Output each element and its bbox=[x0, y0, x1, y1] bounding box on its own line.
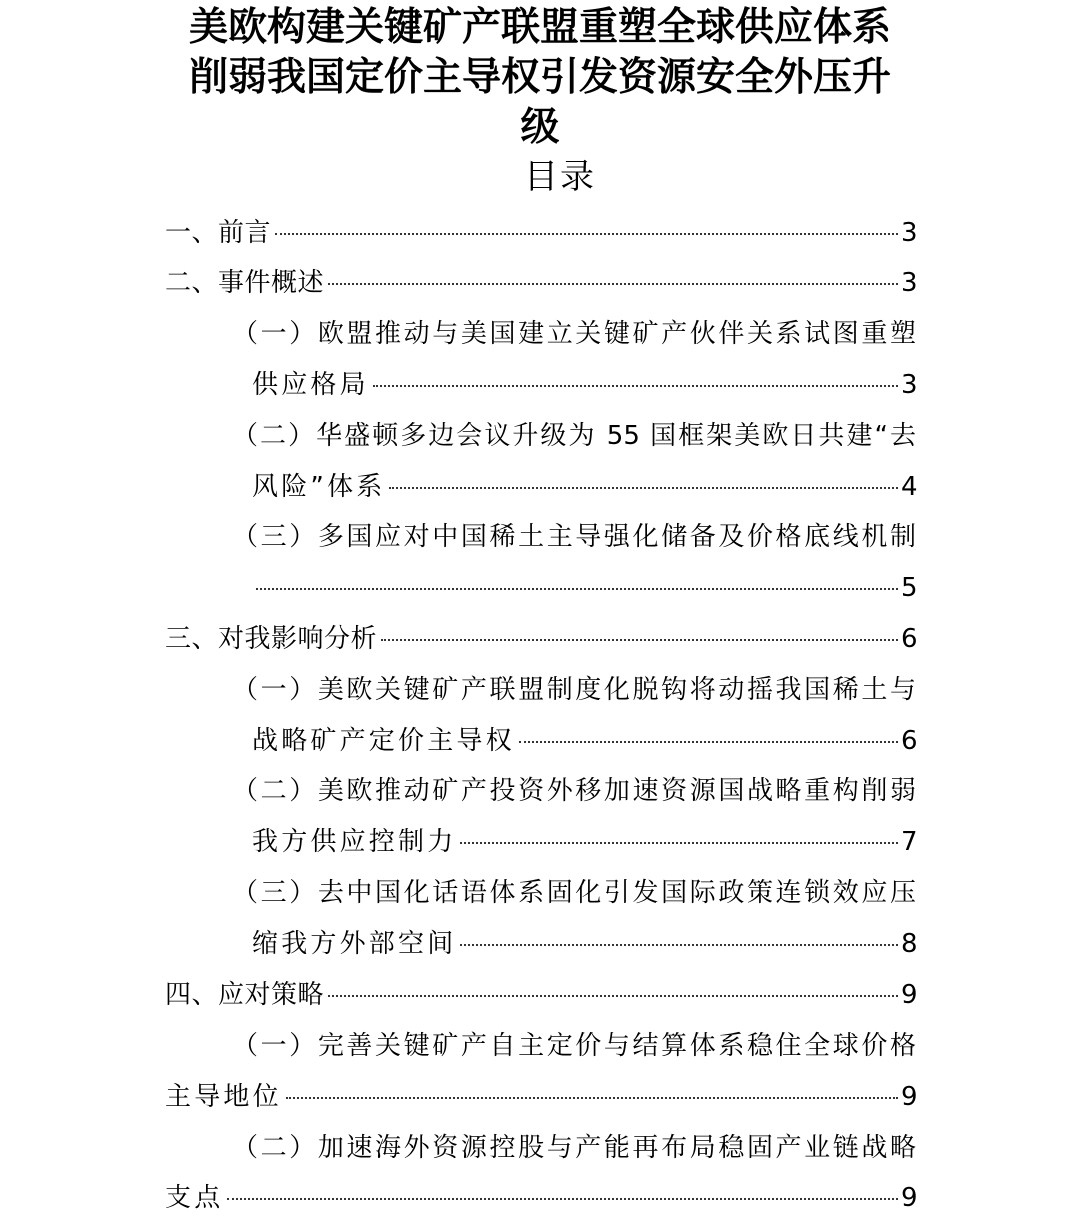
toc-entry-page: 6 bbox=[901, 726, 918, 756]
toc-entry-label-cont: 战略矿产定价主导权 bbox=[252, 726, 515, 756]
toc-entry-foreword[interactable] bbox=[165, 216, 917, 250]
toc-entry-3-2-line2[interactable] bbox=[252, 825, 917, 859]
toc-entry-label-cont: 缩我方外部空间 bbox=[252, 929, 457, 959]
toc-entry-label: （二）美欧推动矿产投资外移加速资源国战略重构削弱 bbox=[232, 776, 916, 806]
toc-entry-label: 二、事件概述 bbox=[165, 268, 325, 298]
toc-entry-page: 3 bbox=[901, 218, 918, 248]
dot-leader bbox=[373, 385, 898, 387]
toc-entry-2-1-line2[interactable] bbox=[252, 368, 917, 402]
dot-leader bbox=[460, 842, 898, 844]
toc-entry-label: （三）多国应对中国稀土主导强化储备及价格底线机制 bbox=[232, 522, 916, 552]
toc-entry-4-1-line1[interactable] bbox=[232, 1029, 916, 1063]
title-line-2: 削弱我国定价主导权引发资源安全外压升 bbox=[188, 54, 891, 100]
toc-entry-page: 6 bbox=[901, 624, 918, 654]
toc-entry-2-3-line2[interactable] bbox=[252, 571, 917, 605]
toc-entry-countermeasures[interactable] bbox=[165, 978, 917, 1012]
dot-leader bbox=[328, 995, 898, 997]
toc-entry-2-3-line1[interactable] bbox=[232, 520, 916, 554]
toc-entry-3-3-line1[interactable] bbox=[232, 876, 916, 910]
toc-entry-4-1-line2[interactable] bbox=[165, 1080, 917, 1114]
toc-entry-label-cont: 我方供应控制力 bbox=[252, 827, 457, 857]
toc-entry-page: 9 bbox=[901, 1183, 918, 1213]
dot-leader bbox=[328, 283, 898, 285]
title-line-1: 美欧构建关键矿产联盟重塑全球供应体系 bbox=[188, 4, 891, 50]
toc-entry-page: 8 bbox=[901, 929, 918, 959]
toc-entry-2-1-line1[interactable] bbox=[232, 317, 916, 351]
toc-entry-page: 5 bbox=[901, 573, 918, 603]
toc-entry-label: （二）华盛顿多边会议升级为 55 国框架美欧日共建“去 bbox=[232, 421, 916, 451]
toc-entry-page: 9 bbox=[901, 980, 918, 1010]
toc-entry-page: 9 bbox=[901, 1082, 918, 1112]
toc-entry-page: 4 bbox=[901, 472, 918, 502]
dot-leader bbox=[381, 639, 898, 641]
toc-entry-label: （一）美欧关键矿产联盟制度化脱钩将动摇我国稀土与 bbox=[232, 675, 916, 705]
dot-leader bbox=[519, 741, 898, 743]
toc-entry-label: 三、对我影响分析 bbox=[165, 624, 378, 654]
dot-leader bbox=[275, 233, 898, 235]
toc-entry-label-cont: 供应格局 bbox=[252, 370, 369, 400]
dot-leader bbox=[389, 487, 898, 489]
toc-entry-label: 四、应对策略 bbox=[165, 980, 325, 1010]
toc-entry-3-3-line2[interactable] bbox=[252, 927, 917, 961]
toc-entry-page: 3 bbox=[901, 268, 918, 298]
toc-entry-4-2-line1[interactable] bbox=[232, 1131, 916, 1165]
toc-entry-event-overview[interactable] bbox=[165, 266, 917, 300]
toc-entry-label-cont: 风险”体系 bbox=[252, 472, 386, 502]
toc-entry-label: （一）完善关键矿产自主定价与结算体系稳住全球价格 bbox=[232, 1031, 916, 1061]
toc-entry-page: 7 bbox=[901, 827, 918, 857]
toc-entry-2-2-line2[interactable] bbox=[252, 470, 917, 504]
toc-entry-label: （三）去中国化话语体系固化引发国际政策连锁效应压 bbox=[232, 878, 916, 908]
dot-leader bbox=[460, 944, 898, 946]
toc-entry-label: （二）加速海外资源控股与产能再布局稳固产业链战略 bbox=[232, 1133, 916, 1163]
toc-entry-3-1-line2[interactable] bbox=[252, 724, 917, 758]
toc-entry-label: （一）欧盟推动与美国建立关键矿产伙伴关系试图重塑 bbox=[232, 319, 916, 349]
dot-leader bbox=[286, 1097, 898, 1099]
dot-leader bbox=[256, 588, 898, 590]
toc-entry-4-2-line2[interactable] bbox=[165, 1181, 917, 1215]
toc-heading: 目录 bbox=[524, 157, 596, 197]
title-line-3: 级 bbox=[520, 104, 560, 150]
toc-entry-3-1-line1[interactable] bbox=[232, 673, 916, 707]
toc-entry-page: 3 bbox=[901, 370, 918, 400]
toc-entry-label-cont: 支点 bbox=[165, 1183, 224, 1213]
toc-entry-impact-analysis[interactable] bbox=[165, 622, 917, 656]
toc-entry-label: 一、前言 bbox=[165, 218, 272, 248]
toc-entry-3-2-line1[interactable] bbox=[232, 774, 916, 808]
toc-entry-2-2-line1[interactable] bbox=[232, 419, 916, 453]
dot-leader bbox=[227, 1198, 898, 1200]
toc-entry-label-cont: 主导地位 bbox=[165, 1082, 282, 1112]
